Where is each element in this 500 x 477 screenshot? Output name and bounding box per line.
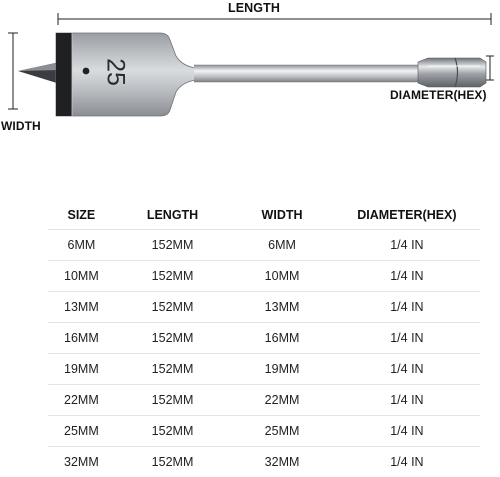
cell-size: 32MM: [48, 447, 115, 477]
table-row: [48, 230, 480, 261]
cell-length: 152MM: [115, 292, 230, 323]
blade-hole: [83, 68, 90, 75]
spec-table: [48, 200, 480, 477]
cell-width: 6MM: [230, 230, 334, 261]
cell-diameter: 1/4 IN: [334, 447, 480, 477]
cell-diameter: 1/4 IN: [334, 292, 480, 323]
cell-size: 16MM: [48, 323, 115, 354]
table-header-row: [48, 200, 480, 230]
table-row: [48, 447, 480, 477]
cell-size: 22MM: [48, 385, 115, 416]
cell-width: 22MM: [230, 385, 334, 416]
table-row: [48, 292, 480, 323]
bit-spur-tip: [18, 62, 60, 84]
cell-length: 152MM: [115, 447, 230, 477]
cell-diameter: 1/4 IN: [334, 261, 480, 292]
length-label: LENGTH: [228, 1, 280, 15]
diameter-hex-label: DIAMETER(HEX): [390, 88, 487, 102]
table-row: [48, 385, 480, 416]
bit-shaft: [194, 65, 418, 82]
cell-width: 16MM: [230, 323, 334, 354]
cell-length: 152MM: [115, 354, 230, 385]
width-label: WIDTH: [1, 119, 41, 133]
cell-length: 152MM: [115, 385, 230, 416]
hex-shank: [418, 58, 486, 87]
cell-length: 152MM: [115, 261, 230, 292]
header-size: SIZE: [48, 200, 115, 230]
table-row: [48, 323, 480, 354]
cell-length: 152MM: [115, 323, 230, 354]
table-row: [48, 354, 480, 385]
table-row: [48, 261, 480, 292]
cell-width: 32MM: [230, 447, 334, 477]
cell-diameter: 1/4 IN: [334, 230, 480, 261]
cell-diameter: 1/4 IN: [334, 385, 480, 416]
cell-size: 13MM: [48, 292, 115, 323]
header-length: LENGTH: [115, 200, 230, 230]
cell-width: 19MM: [230, 354, 334, 385]
cell-size: 10MM: [48, 261, 115, 292]
cell-width: 10MM: [230, 261, 334, 292]
table-row: [48, 416, 480, 447]
cell-size: 25MM: [48, 416, 115, 447]
blade-size-stamp: 25: [101, 58, 129, 86]
cell-size: 6MM: [48, 230, 115, 261]
header-width: WIDTH: [230, 200, 334, 230]
cell-length: 152MM: [115, 230, 230, 261]
cell-width: 13MM: [230, 292, 334, 323]
cell-length: 152MM: [115, 416, 230, 447]
cell-size: 19MM: [48, 354, 115, 385]
diameter-dimension-line: [486, 56, 494, 80]
width-dimension-line: [8, 33, 18, 109]
cell-diameter: 1/4 IN: [334, 323, 480, 354]
cell-width: 25MM: [230, 416, 334, 447]
cell-diameter: 1/4 IN: [334, 416, 480, 447]
cell-diameter: 1/4 IN: [334, 354, 480, 385]
header-diameter: DIAMETER(HEX): [334, 200, 480, 230]
